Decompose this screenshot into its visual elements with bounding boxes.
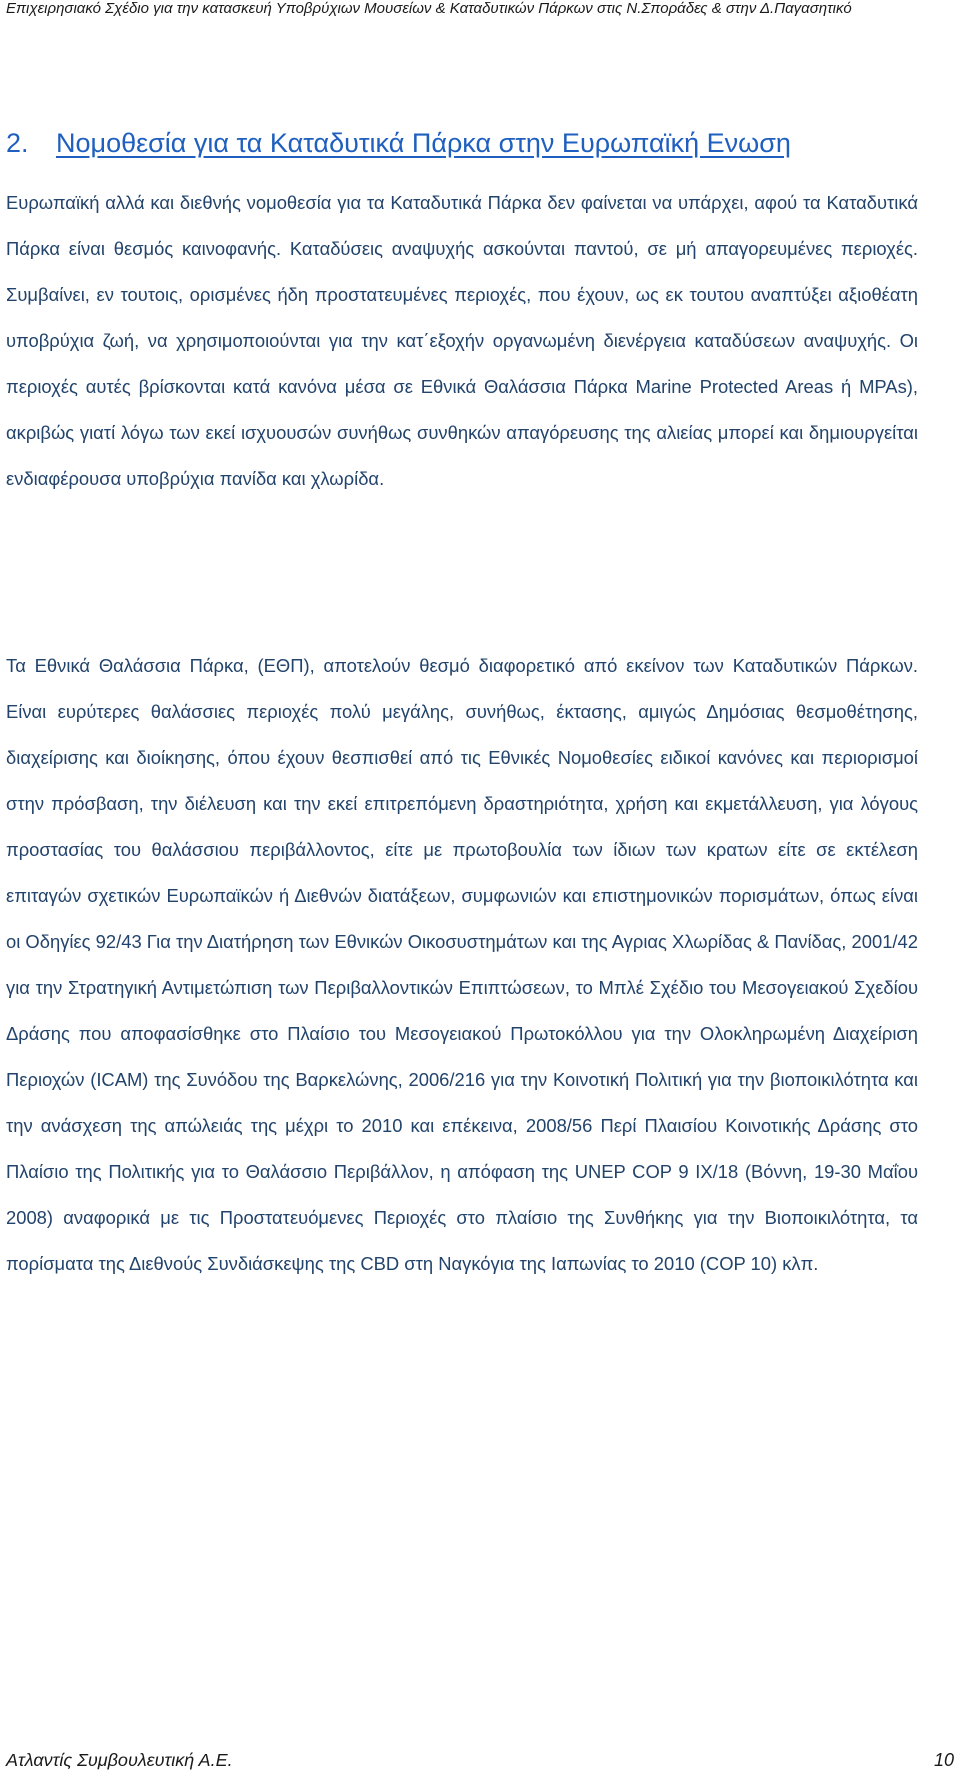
page-footer <box>6 1750 954 1776</box>
running-header: Επιχειρησιακό Σχέδιο για την κατασκευή Υποβρύχιων Μουσείων & Καταδυτικών Πάρκων στις Ν.Σποράδες & στην Δ.Παγασητικό <box>6 0 852 17</box>
section-number: 2. <box>6 128 29 158</box>
section-title: Νομοθεσία για τα Καταδυτικά Πάρκα στην Ευρωπαϊκή Ενωση <box>56 128 791 158</box>
section-heading <box>6 128 954 159</box>
footer-company: Ατλαντίς Συμβουλευτική Α.Ε. <box>6 1750 233 1770</box>
page-number: 10 <box>933 1750 954 1770</box>
body-paragraph-1: Ευρωπαϊκή αλλά και διεθνής νομοθεσία για τα Καταδυτικά Πάρκα δεν φαίνεται να υπάρχει, αφού τα Καταδυτικά Πάρκα είναι θεσμός καινοφανής. Καταδύσεις αναψυχής ασκούνται παντού, σε μή απαγορευμένες περιοχές. Συμβαίνει, εν τουτοις, ορισμένες ήδη προστατευμένες περιοχές, που έχουν, ως εκ τουτου αναπτύξει αξιοθέατη υποβρύχια ζωή, να χρησιμοποιούνται για την κατ΄εξοχήν οργανωμένη διενέργεια καταδύσεων αναψυχής. Οι περιοχές αυτές βρίσκονται κατά κανόνα μέσα σε Εθνικά Θαλάσσια Πάρκα Marine Protected Areas ή MPAs), ακριβώς γιατί λόγω των εκεί ισχυουσών συνήθως συνθηκών απαγόρευσης της αλιείας μπορεί και δημιουργείται ενδιαφέρουσα υποβρύχια πανίδα και χλωρίδα. <box>6 192 918 489</box>
body-paragraph-2: Τα Εθνικά Θαλάσσια Πάρκα, (ΕΘΠ), αποτελούν θεσμό διαφορετικό από εκείνον των Καταδυτικών Πάρκων. Είναι ευρύτερες θαλάσσιες περιοχές πολύ μεγάλης, συνήθως, έκτασης, αμιγώς Δημόσιας θεσμοθέτησης, διαχείρισης και διοίκησης, όπου έχουν θεσπισθεί από τις Εθνικές Νομοθεσίες ειδικοί κανόνες και περιορισμοί στην πρόσβαση, την διέλευση και την εκεί επιτρεπόμενη δραστηριότητα, χρήση και εκμετάλλευση, για λόγους προστασίας του θαλάσσιου περιβάλλοντος, είτε με πρωτοβουλία των ίδιων των κρατων είτε σε εκτέλεση επιταγών σχετικών Ευρωπαϊκών ή Διεθνών διατάξεων, συμφωνιών και επιστημονικών πορισμάτων, όπως είναι οι Οδηγίες 92/43 Για την Διατήρηση των Εθνικών Οικοσυστημάτων και της Αγριας Χλωρίδας & Πανίδας, 2001/42 για την Στρατηγική Αντιμετώπιση των Περιβαλλοντικών Επιπτώσεων, το Μπλέ Σχέδιο του Μεσογειακού Σχεδίου Δράσης που αποφασίσθηκε στο Πλαίσιο του Μεσογειακού Πρωτοκόλλου για την Ολοκληρωμένη Διαχείριση Περιοχών (ICAM) της Συνόδου της Βαρκελώνης, 2006/216 για την Κοινοτική Πολιτική για την βιοποικιλότητα και την ανάσχεση της απώλειάς της μέχρι το 2010 και επέκεινα, 2008/56 Περί Πλαισίου Κοινοτικής Δράσης στο Πλαίσιο της Πολιτικής για το Θαλάσσιο Περιβάλλον, η απόφαση της UNEP COP 9 IX/18 (Βόννη, 19-30 Μαΐου 2008) αναφορικά με τις Προστατευόμενες Περιοχές στο πλαίσιο της Συνθήκης για την Βιοποικιλότητα, τα πορίσματα της Διεθνούς Συνδιάσκεψης της CBD στη Ναγκόγια της Ιαπωνίας το 2010 (COP 10) κλπ. <box>6 655 918 1274</box>
